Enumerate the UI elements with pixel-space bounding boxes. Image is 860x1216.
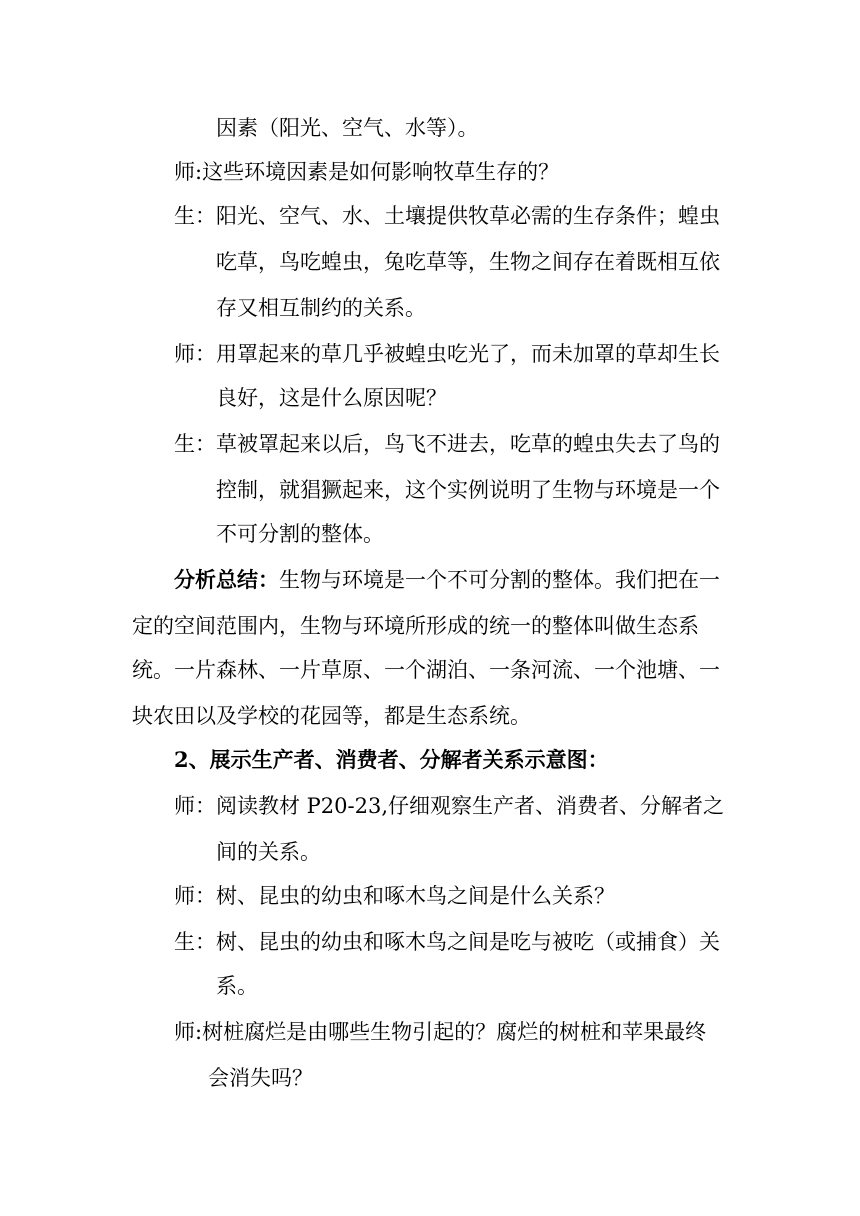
text-line: 控制，就猖獗起来，这个实例说明了生物与环境是一个 xyxy=(216,478,720,502)
text-line: 因素（阳光、空气、水等）。 xyxy=(216,116,479,140)
text-line: 吃草，鸟吃蝗虫，兔吃草等，生物之间存在着既相互依 xyxy=(216,250,720,274)
text-line: 生：草被罩起来以后，鸟飞不进去，吃草的蝗虫失去了鸟的 xyxy=(174,432,720,456)
section-heading: 2、展示生产者、消费者、分解者关系示意图： xyxy=(174,747,609,772)
text-line: 间的关系。 xyxy=(216,840,321,864)
summary-line xyxy=(174,566,720,594)
text-line: 会消失吗？ xyxy=(208,1066,313,1090)
text-line: 统。一片森林、一片草原、一个湖泊、一条河流、一个池塘、一 xyxy=(132,658,720,682)
text-line: 良好，这是什么原因呢？ xyxy=(216,386,447,410)
text-line: 师：阅读教材 P20-23,仔细观察生产者、消费者、分解者之 xyxy=(174,794,725,818)
text-line: 师：用罩起来的草几乎被蝗虫吃光了，而未加罩的草却生长 xyxy=(174,342,720,366)
text-line: 块农田以及学校的花园等，都是生态系统。 xyxy=(132,704,531,728)
summary-heading: 分析总结： xyxy=(174,567,279,592)
text-line: 系。 xyxy=(216,974,258,998)
text-line: 生：阳光、空气、水、土壤提供牧草必需的生存条件；蝗虫 xyxy=(174,204,720,228)
summary-text: 生物与环境是一个不可分割的整体。我们把在一 xyxy=(279,568,720,592)
text-line: 师：树、昆虫的幼虫和啄木鸟之间是什么关系？ xyxy=(174,884,615,908)
text-line: 师:这些环境因素是如何影响牧草生存的？ xyxy=(174,160,560,184)
text-line: 师:树桩腐烂是由哪些生物引起的？腐烂的树桩和苹果最终 xyxy=(174,1020,707,1044)
text-line: 生：树、昆虫的幼虫和啄木鸟之间是吃与被吃（或捕食）关 xyxy=(174,930,720,954)
text-line: 定的空间范围内，生物与环境所形成的统一的整体叫做生态系 xyxy=(132,614,699,638)
text-line: 存又相互制约的关系。 xyxy=(216,296,426,320)
text-line: 不可分割的整体。 xyxy=(216,522,384,546)
